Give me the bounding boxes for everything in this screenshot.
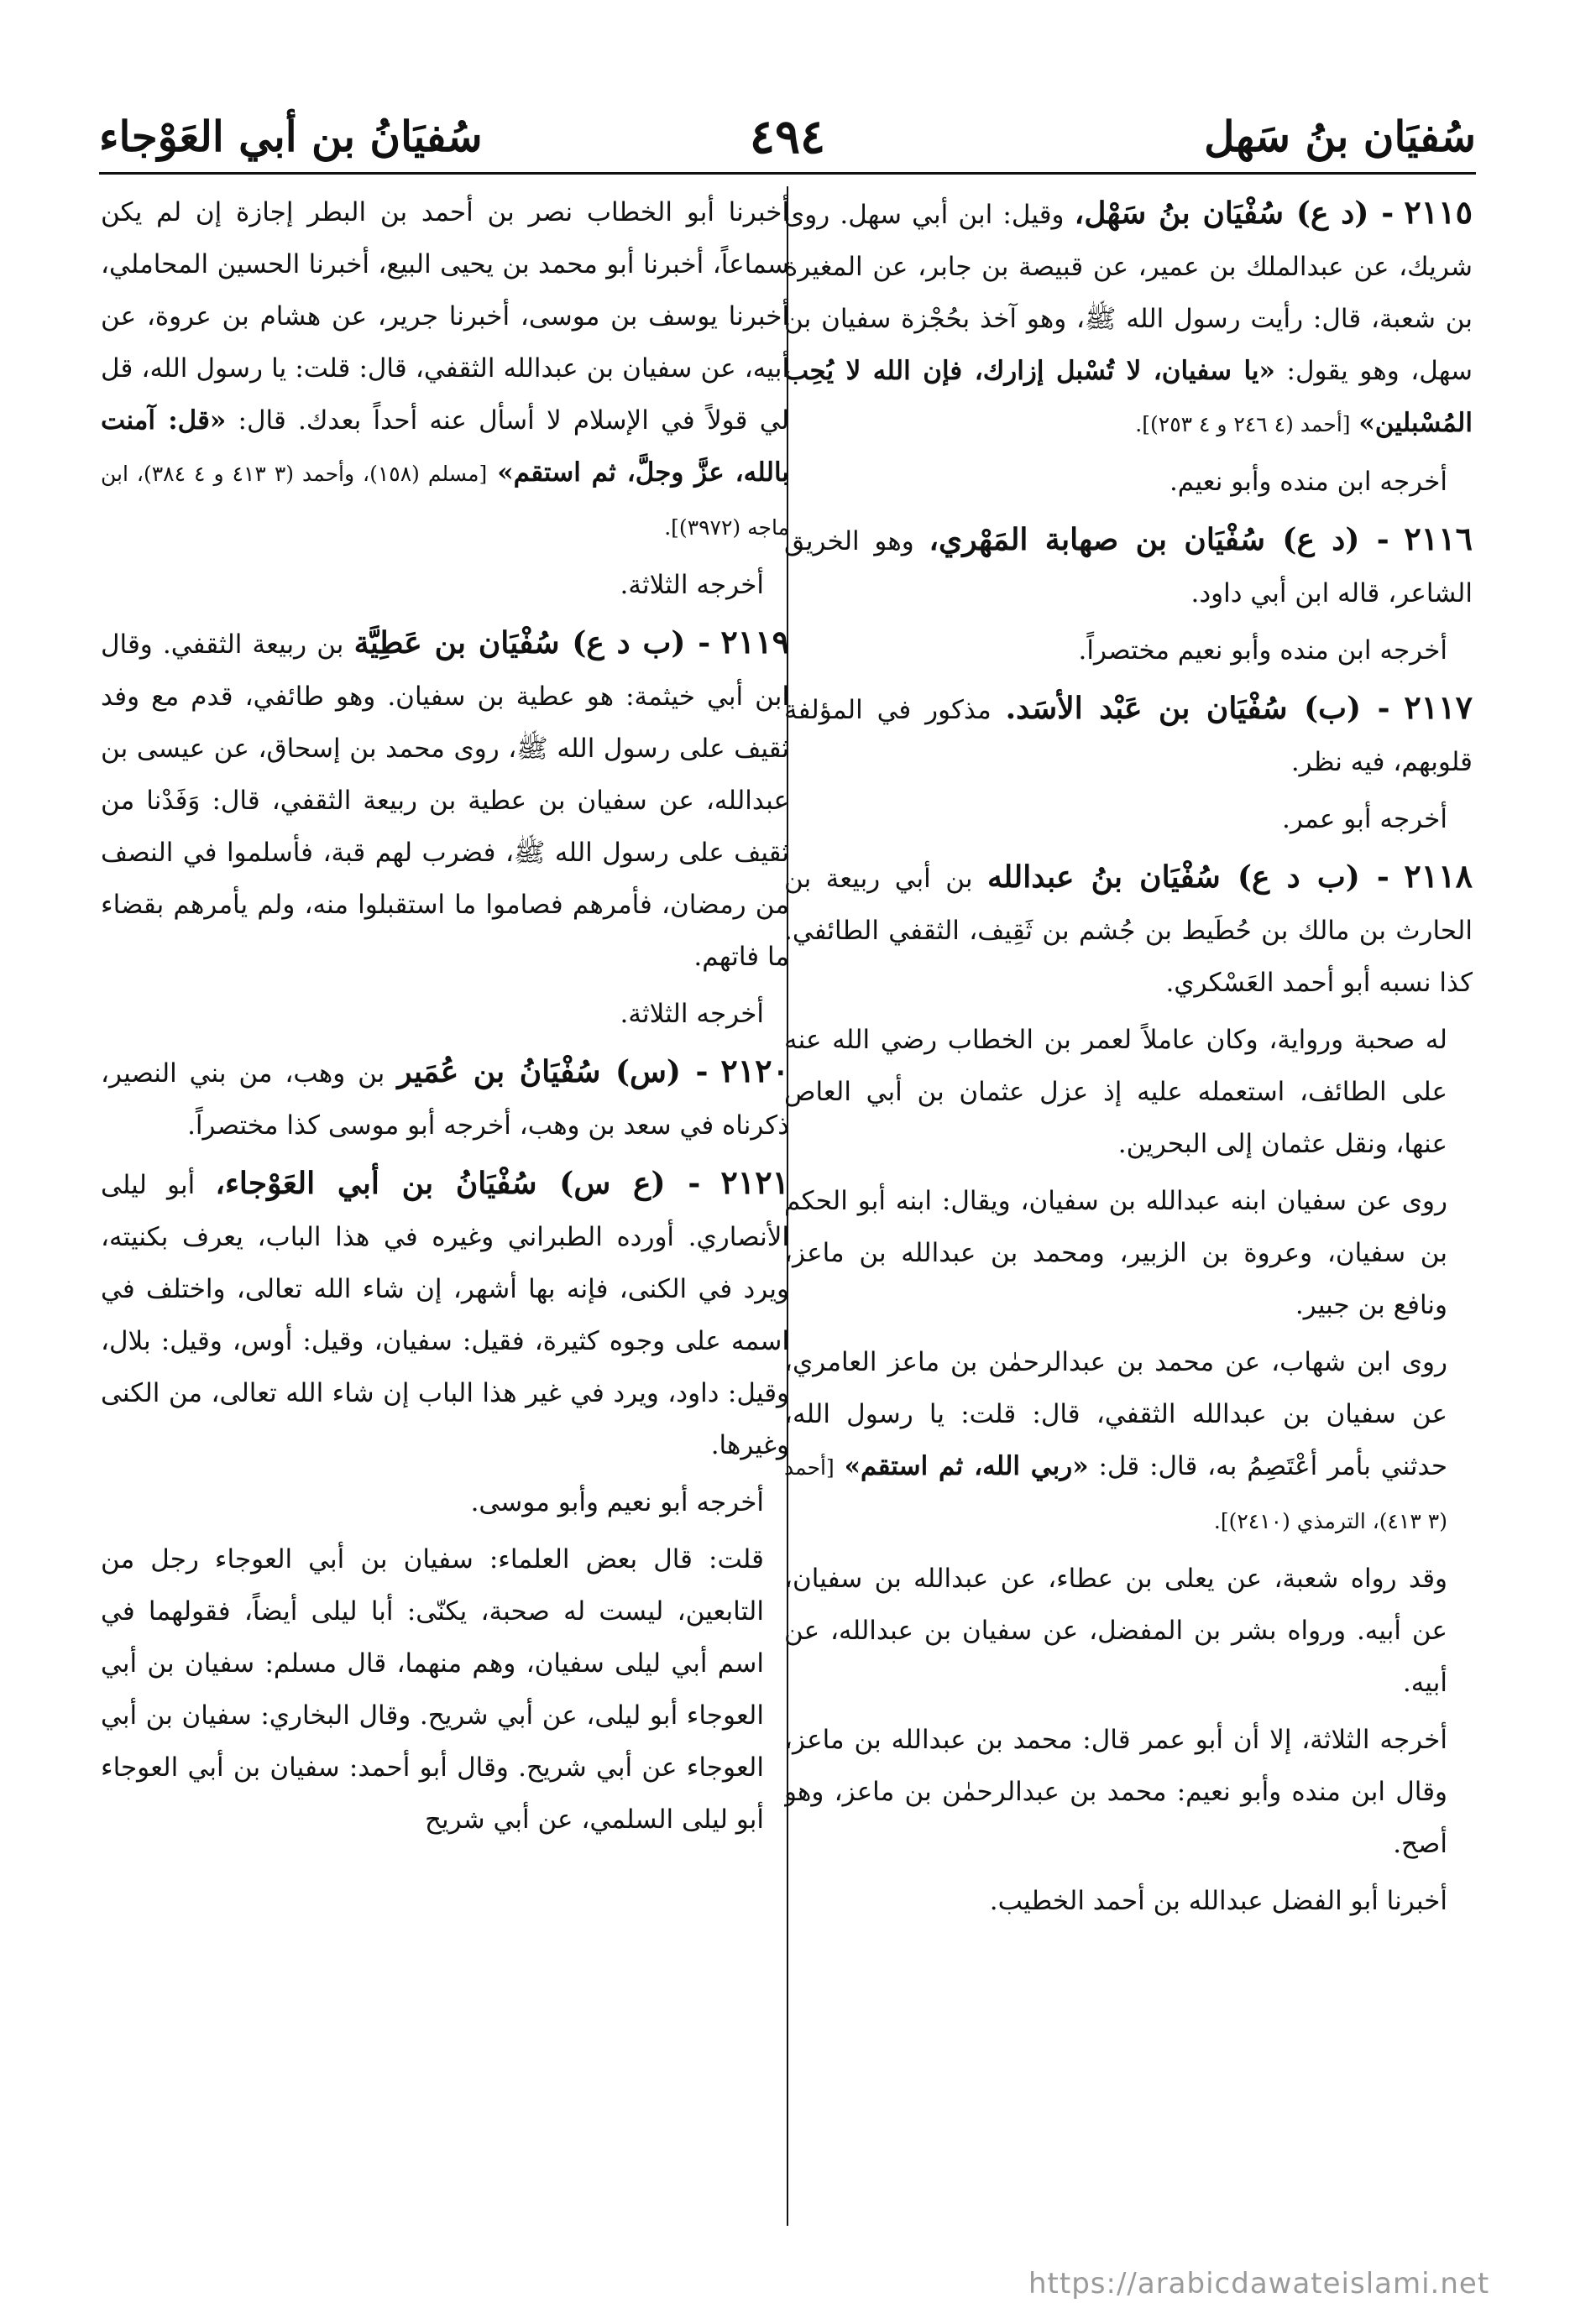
entry-text: أبو ليلى الأنصاري. أورده الطبراني وغيره في هذا الباب، يعرف بكنيته، ويرد في الكنى، فإنه بها أشهر، إن شاء الله تعالى، واختلف في اسمه على وجوه كثيرة، فقيل: سفيان، وقيل: أوس، وقيل: بلال، وقيل: داود، ويرد في غير هذا الباب إن شاء الله تعالى، من الكنى وغيرها.	[101, 1170, 789, 1460]
entry-number: ٢١١٨	[1404, 857, 1473, 895]
watermark-url: https://arabicdawateislami.net	[1028, 2267, 1490, 2300]
entry-number: ٢١١٦	[1404, 520, 1473, 557]
entry-text: بن ربيعة الثقفي. وقال ابن أبي خيثمة: هو عطية بن سفيان. وهو طائفي، قدم مع وفد ثقيف على رسول الله ﷺ، روى محمد بن إسحاق، عن عيسى بن عبدالله، عن سفيان بن عطية بن ربيعة الثقفي، قال: وَفَدْنا من ثقيف على رسول الله ﷺ، فضرب لهم قبة، فأسلموا في النصف من رمضان، فأمرهم فصاموا ما استقبلوا منه، ولم يأمرهم بقضاء ما فاتهم.	[101, 629, 789, 972]
entry-name: - (ب د ع) سُفْيَان بن عَطِيَّة	[353, 625, 711, 661]
entry-number: ٢١١٩	[720, 623, 789, 661]
entry-2121	[101, 1157, 789, 1846]
entry-body	[101, 1157, 789, 1471]
running-title-left: سُفيَانُ بن أبي العَوْجاء	[99, 112, 483, 161]
entry-2118-continued	[101, 186, 789, 611]
entry-outro: أخرجه أبو نعيم وأبو موسى.	[470, 1487, 764, 1517]
entry-name: - (ب د ع) سُفْيَان بنُ عبدالله	[987, 859, 1389, 895]
entry-2119	[101, 616, 789, 1040]
citation: [مسلم (١٥٨)، وأحمد (٣ ٤١٣ و ٤ ٣٨٤)، ابن ماجه (٣٩٧٢)].	[101, 462, 789, 540]
entry-text: مذكور في المؤلفة قلوبهم، فيه نظر.	[784, 695, 1473, 777]
paragraph: روى عن سفيان ابنه عبدالله بن سفيان، ويقال: ابنه أبو الحكم بن سفيان، وعروة بن الزبير، ومحمد بن عبدالله بن ماعز، ونافع بن جبير.	[784, 1186, 1447, 1320]
paragraph	[784, 1336, 1473, 1548]
entry-2118	[784, 850, 1473, 1927]
header-rule	[99, 172, 1476, 175]
entry-name: - (س) سُفْيَانُ بن عُمَير	[397, 1054, 709, 1089]
entry-body	[784, 850, 1473, 1009]
editor-note: قلت: قال بعض العلماء: سفيان بن أبي العوجاء رجل من التابعين، ليست له صحبة، يكنّى: أبا ليلى أيضاً، فقولهما في اسم أبي ليلى سفيان، وهم منهما، قال مسلم: سفيان بن أبي العوجاء أبو ليلى، عن أبي شريح. وقال البخاري: سفيان بن أبي العوجاء عن أبي شريح. وقال أبو أحمد: سفيان بن أبي العوجاء أبو ليلى السلمي، عن أبي شريح	[101, 1544, 764, 1835]
entry-body	[101, 1045, 789, 1152]
running-title-right: سُفيَان بنُ سَهل	[1204, 112, 1476, 161]
entry-text: بن أبي ربيعة بن الحارث بن مالك بن حُطَيط بن جُشم بن ثَقِيف، الثقفي الطائفي. كذا نسبه أبو أحمد العَسْكري.	[784, 864, 1473, 998]
entry-2116	[784, 513, 1473, 676]
entry-number: ٢١٢٠	[720, 1052, 789, 1089]
entry-body	[784, 513, 1473, 619]
left-column	[101, 186, 789, 2226]
hadith-quote: «ربي الله، ثم استقم»	[844, 1451, 1089, 1481]
paragraph: أخبرنا أبو الفضل عبدالله بن أحمد الخطيب.	[989, 1886, 1447, 1916]
entry-text: وقيل: ابن أبي سهل. روى شريك، عن عبدالملك بن عمير، عن قبيصة بن جابر، عن المغيرة بن شعبة، قال: رأيت رسول الله ﷺ، وهو آخذ بحُجْزة سفيان بن سهل، وهو يقول:	[784, 200, 1473, 386]
entry-outro: أخرجه الثلاثة.	[620, 570, 764, 600]
entry-outro: أخرجه أبو عمر.	[1281, 804, 1447, 834]
right-column	[784, 186, 1473, 2226]
entry-2117	[784, 682, 1473, 845]
entry-body	[784, 186, 1473, 451]
paragraph-text: أخبرنا أبو الخطاب نصر بن أحمد بن البطر إجازة إن لم يكن سماعاً، أخبرنا أبو محمد بن يحيى البيع، أخبرنا الحسين المحاملي، أخبرنا يوسف بن موسى، أخبرنا جرير، عن هشام بن عروة، عن أبيه، عن سفيان بن عبدالله الثقفي، قال: قلت: يا رسول الله، قل لي قولاً في الإسلام لا أسأل عنه أحداً بعدك. قال:	[101, 197, 789, 436]
entry-name: - (د ع) سُفْيَان بنُ سَهْل،	[1074, 196, 1394, 231]
entry-name: - (د ع) سُفْيَان بن صهابة المَهْري،	[929, 522, 1389, 557]
entry-2115	[784, 186, 1473, 508]
entry-outro: أخرجه ابن منده وأبو نعيم.	[1169, 467, 1447, 497]
entry-name: - (ع س) سُفْيَانُ بن أبي العَوْجاء،	[215, 1166, 701, 1201]
page-number: ٤٩٤	[749, 109, 826, 165]
entry-number: ٢١٢١	[720, 1163, 789, 1201]
paragraph: وقد رواه شعبة، عن يعلى بن عطاء، عن عبدالله بن سفيان، عن أبيه. ورواه بشر بن المفضل، عن سفيان بن عبدالله، عن أبيه.	[784, 1564, 1447, 1698]
hadith-quote: «قل: آمنت بالله، عزَّ وجلَّ، ثم استقم»	[101, 405, 789, 488]
entry-name: - (ب) سُفْيَان بن عَبْد الأسَد.	[1005, 691, 1390, 726]
page-header	[99, 99, 1476, 175]
entry-body	[784, 682, 1473, 788]
paragraph-text: روى ابن شهاب، عن محمد بن عبدالرحمٰن بن ماعز العامري، عن سفيان بن عبدالله الثقفي، قال: قلت: يا رسول الله، حدثني بأمر أعْتَصِمُ به، قال: قل:	[784, 1347, 1447, 1481]
entry-outro: أخرجه الثلاثة.	[620, 999, 764, 1029]
citation: [أحمد (٣ ٤١٣)، الترمذي (٢٤١٠)].	[784, 1455, 1447, 1533]
citation: [أحمد (٤ ٢٤٦ و ٤ ٢٥٣)].	[1135, 412, 1351, 436]
entry-text: وهو الخريق الشاعر، قاله ابن أبي داود.	[784, 526, 1473, 608]
entry-body	[101, 616, 789, 983]
hadith-quote: «يا سفيان، لا تُسْبل إزارك، فإن الله لا يُحِب المُسْبلين»	[784, 356, 1473, 438]
paragraph: أخرجه الثلاثة، إلا أن أبو عمر قال: محمد بن عبدالله بن ماعز، وقال ابن منده وأبو نعيم: محمد بن عبدالرحمٰن بن ماعز، وهو أصح.	[784, 1725, 1447, 1859]
entry-2120	[101, 1045, 789, 1152]
entry-text: بن وهب، من بني النصير، ذكرناه في سعد بن وهب، أخرجه أبو موسى كذا مختصراً.	[101, 1058, 789, 1141]
paragraph: له صحبة ورواية، وكان عاملاً لعمر بن الخطاب رضي الله عنه على الطائف، استعمله عليه إذ عزل عثمان بن أبي العاص عنها، ونقل عثمان إلى البحرين.	[784, 1025, 1447, 1159]
entry-number: ٢١١٥	[1404, 193, 1473, 231]
paragraph	[101, 186, 789, 554]
entry-number: ٢١١٧	[1404, 688, 1473, 726]
entry-outro: أخرجه ابن منده وأبو نعيم مختصراً.	[1078, 635, 1447, 666]
